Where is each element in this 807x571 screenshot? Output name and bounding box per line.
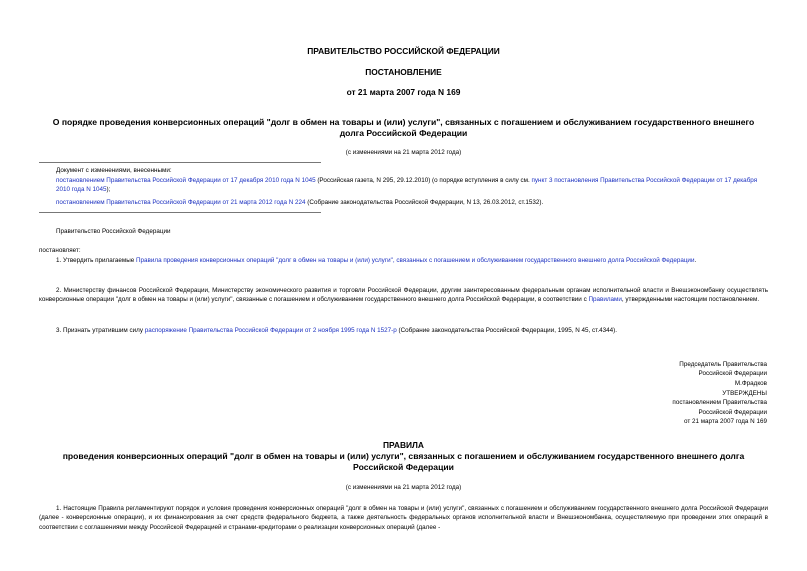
rules-changes-note: (с изменениями на 21 марта 2012 года) [345,484,462,491]
issuer-line: Правительство Российской Федерации [56,228,171,235]
government-heading: ПРАВИТЕЛЬСТВО РОССИЙСКОЙ ФЕДЕРАЦИИ [307,46,500,56]
paragraph-3: 3. Признать утратившим силу распоряжение Правительства Российской Федерации от 2 ноября 1995 года N 1527-р (Собрание законодательства Российской Федерации, 1995, N 45, ст.4344). [56,327,617,334]
amendment-link-224[interactable]: постановлением Правительства Российской Федерации от 21 марта 2012 года N 224 [56,199,306,206]
rules-subtitle: проведения конверсионных операций "долг в обмен на товары и (или) услуги", связанных с погашением и обслуживанием государственного внешнего долга Российской Федерации [62,451,745,472]
amendment-link-1045[interactable]: постановлением Правительства Российской Федерации от 17 декабря 2010 года N 1045 [56,177,316,184]
doc-title: О порядке проведения конверсионных операций "долг в обмен на товары и (или) услуги", связанных с погашением и обслуживанием государственного внешнего долга Российской Федерации [52,117,755,138]
rules-heading: ПРАВИЛА [383,440,424,450]
signature-block: Председатель Правительства Российской Федерации М.Фрадков [679,361,767,387]
repealed-order-link[interactable]: распоряжение Правительства Российской Федерации от 2 ноября 1995 года N 1527-р [144,327,397,334]
paragraph-1: 1. Утвердить прилагаемые Правила проведения конверсионных операций "долг в обмен на товары и (или) услуги", связанных с погашением и обслуживанием государственного внешнего долга Российской Федерации. [56,257,697,264]
amendment-link-point3[interactable]: пункт 3 постановления Правительства Российской Федерации от 17 декабря 2010 года N 1045 [56,177,758,194]
amendment-item-1: постановлением Правительства Российской Федерации от 17 декабря 2010 года N 1045 (Российская газета, N 295, 29.12.2010) (о порядке вступления в силу см. пункт 3 постановления Правительства Российской Федерации от 17 декабря 2010 года N 1045); [56,177,758,194]
divider-bottom [39,212,321,213]
divider-top [39,162,321,163]
doc-type-heading: ПОСТАНОВЛЕНИЕ [365,67,442,77]
rules-short-link[interactable]: Правилами [588,296,622,304]
rules-link[interactable]: Правила проведения конверсионных операций "долг в обмен на товары и (или) услуги", связанных с погашением и обслуживанием государственного внешнего долга Российской Федерации [136,257,695,264]
amendment-item-2: постановлением Правительства Российской Федерации от 21 марта 2012 года N 224 (Собрание законодательства Российской Федерации, N 13, 26.03.2012, ст.1532). [56,199,544,206]
changes-note: (с изменениями на 21 марта 2012 года) [345,149,462,156]
rules-paragraph-1: 1. Настоящие Правила регламентируют порядок и условия проведения конверсионных операций "долг в обмен на товары и (или) услуги", связанных с погашением и обслуживанием государственного внешнего долга Российской Федерации (далее - конверсионные операции), и их финансирования за счет средств федерального бюджета, а также деятельность федеральных органов исполнительной власти и Внешэкономбанка, осуществляемую при проведении этих операций в соответствии с соглашениями между Российской Федерацией и странами-кредиторами о реализации конверсионных операций (далее - [39,505,768,531]
amendments-intro: Документ с изменениями, внесенными: [56,167,172,174]
decides-line: постановляет: [39,247,81,254]
doc-date: от 21 марта 2007 года N 169 [346,87,461,97]
paragraph-2: 2. Министерству финансов Российской Федерации, Министерству экономического развития и торговли Российской Федерации, другим заинтересованным федеральным органам исполнительной власти и Внешэкономбанку осуществлять конверсионные операции "долг в обмен на товары и (или) услуги", связанные с погашением и обслуживанием государственного внешнего долга Российской Федерации, в соответствии с Правилами, утвержденными настоящим постановлением. [39,287,768,304]
approval-block: УТВЕРЖДЕНЫ постановлением Правительства Российской Федерации от 21 марта 2007 года N 169 [672,390,767,425]
